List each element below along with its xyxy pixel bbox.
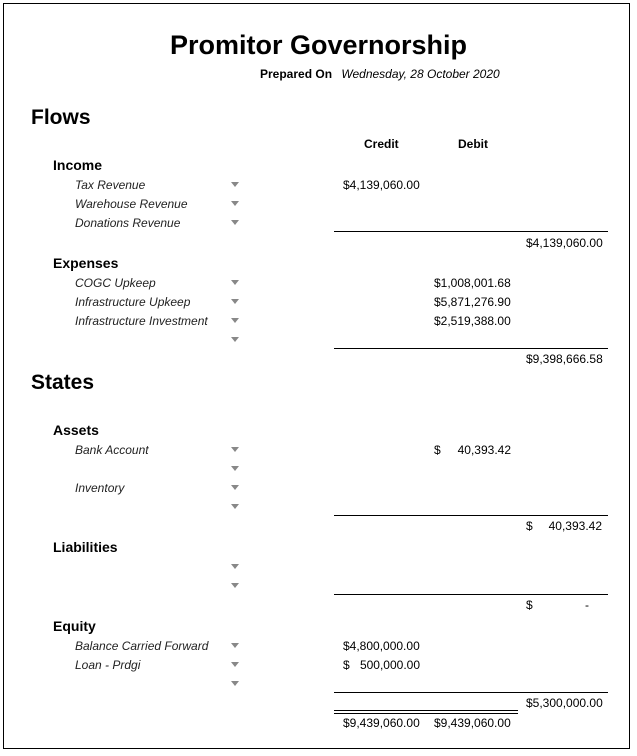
chevron-down-icon[interactable] xyxy=(231,182,239,187)
income-item-donations-revenue: Donations Revenue xyxy=(75,216,181,230)
expenses-heading: Expenses xyxy=(53,255,119,271)
grand-total-double-rule-bottom xyxy=(334,713,518,714)
infrastructure-upkeep-debit: $5,871,276.90 xyxy=(434,295,511,309)
chevron-down-icon[interactable] xyxy=(231,504,239,509)
assets-total-rule xyxy=(334,515,608,516)
prepared-on-date: Wednesday, 28 October 2020 xyxy=(341,67,500,81)
equity-item-loan-prdgi: Loan - Prdgi xyxy=(75,658,141,672)
assets-total-value: 40,393.42 xyxy=(548,519,602,533)
grand-total-double-rule-top xyxy=(334,710,518,711)
income-heading: Income xyxy=(53,157,103,173)
income-item-warehouse-revenue: Warehouse Revenue xyxy=(75,197,188,211)
expense-item-cogc-upkeep: COGC Upkeep xyxy=(75,276,156,290)
chevron-down-icon[interactable] xyxy=(231,318,239,323)
bank-account-debit-value: 40,393.42 xyxy=(457,443,511,457)
debit-column-header: Debit xyxy=(458,137,488,151)
chevron-down-icon[interactable] xyxy=(231,447,239,452)
chevron-down-icon[interactable] xyxy=(231,583,239,588)
states-heading: States xyxy=(31,371,95,394)
equity-total-rule xyxy=(334,692,608,693)
flows-heading: Flows xyxy=(31,106,91,129)
chevron-down-icon[interactable] xyxy=(231,564,239,569)
income-total-rule xyxy=(334,231,608,232)
credit-column-header: Credit xyxy=(364,137,399,151)
prepared-on-label: Prepared On xyxy=(260,67,333,81)
loan-prdgi-credit-value: 500,000.00 xyxy=(359,658,420,672)
balance-carried-forward-credit: $4,800,000.00 xyxy=(343,639,420,653)
report-frame xyxy=(3,3,630,749)
cogc-upkeep-debit: $1,008,001.68 xyxy=(434,276,511,290)
liabilities-total-value: - xyxy=(585,598,589,612)
assets-total-currency: $ xyxy=(526,519,533,533)
equity-item-balance-carried-forward: Balance Carried Forward xyxy=(75,639,209,653)
liabilities-total-currency: $ xyxy=(526,598,533,612)
chevron-down-icon[interactable] xyxy=(231,643,239,648)
chevron-down-icon[interactable] xyxy=(231,337,239,342)
chevron-down-icon[interactable] xyxy=(231,681,239,686)
chevron-down-icon[interactable] xyxy=(231,220,239,225)
chevron-down-icon[interactable] xyxy=(231,299,239,304)
chevron-down-icon[interactable] xyxy=(231,485,239,490)
equity-total: $5,300,000.00 xyxy=(526,696,603,710)
expense-item-infrastructure-investment: Infrastructure Investment xyxy=(75,314,208,328)
assets-heading: Assets xyxy=(53,422,99,438)
expense-item-infrastructure-upkeep: Infrastructure Upkeep xyxy=(75,295,191,309)
asset-item-inventory: Inventory xyxy=(75,481,125,495)
expenses-total-rule xyxy=(334,348,608,349)
chevron-down-icon[interactable] xyxy=(231,280,239,285)
asset-item-bank-account: Bank Account xyxy=(75,443,149,457)
bank-account-debit-currency: $ xyxy=(434,443,441,457)
chevron-down-icon[interactable] xyxy=(231,201,239,206)
report-title: Promitor Governorship xyxy=(169,30,468,60)
chevron-down-icon[interactable] xyxy=(231,662,239,667)
grand-total-debit: $9,439,060.00 xyxy=(434,716,511,730)
tax-revenue-credit: $4,139,060.00 xyxy=(343,178,420,192)
liabilities-heading: Liabilities xyxy=(53,539,118,555)
liabilities-total-rule xyxy=(334,594,608,595)
chevron-down-icon[interactable] xyxy=(231,466,239,471)
prepared-on-line xyxy=(260,67,500,81)
loan-prdgi-credit-currency: $ xyxy=(343,658,350,672)
grand-total-credit: $9,439,060.00 xyxy=(343,716,420,730)
expenses-total: $9,398,666.58 xyxy=(526,352,603,366)
income-total: $4,139,060.00 xyxy=(526,236,603,250)
equity-heading: Equity xyxy=(53,618,96,634)
income-item-tax-revenue: Tax Revenue xyxy=(75,178,146,192)
infrastructure-investment-debit: $2,519,388.00 xyxy=(434,314,511,328)
